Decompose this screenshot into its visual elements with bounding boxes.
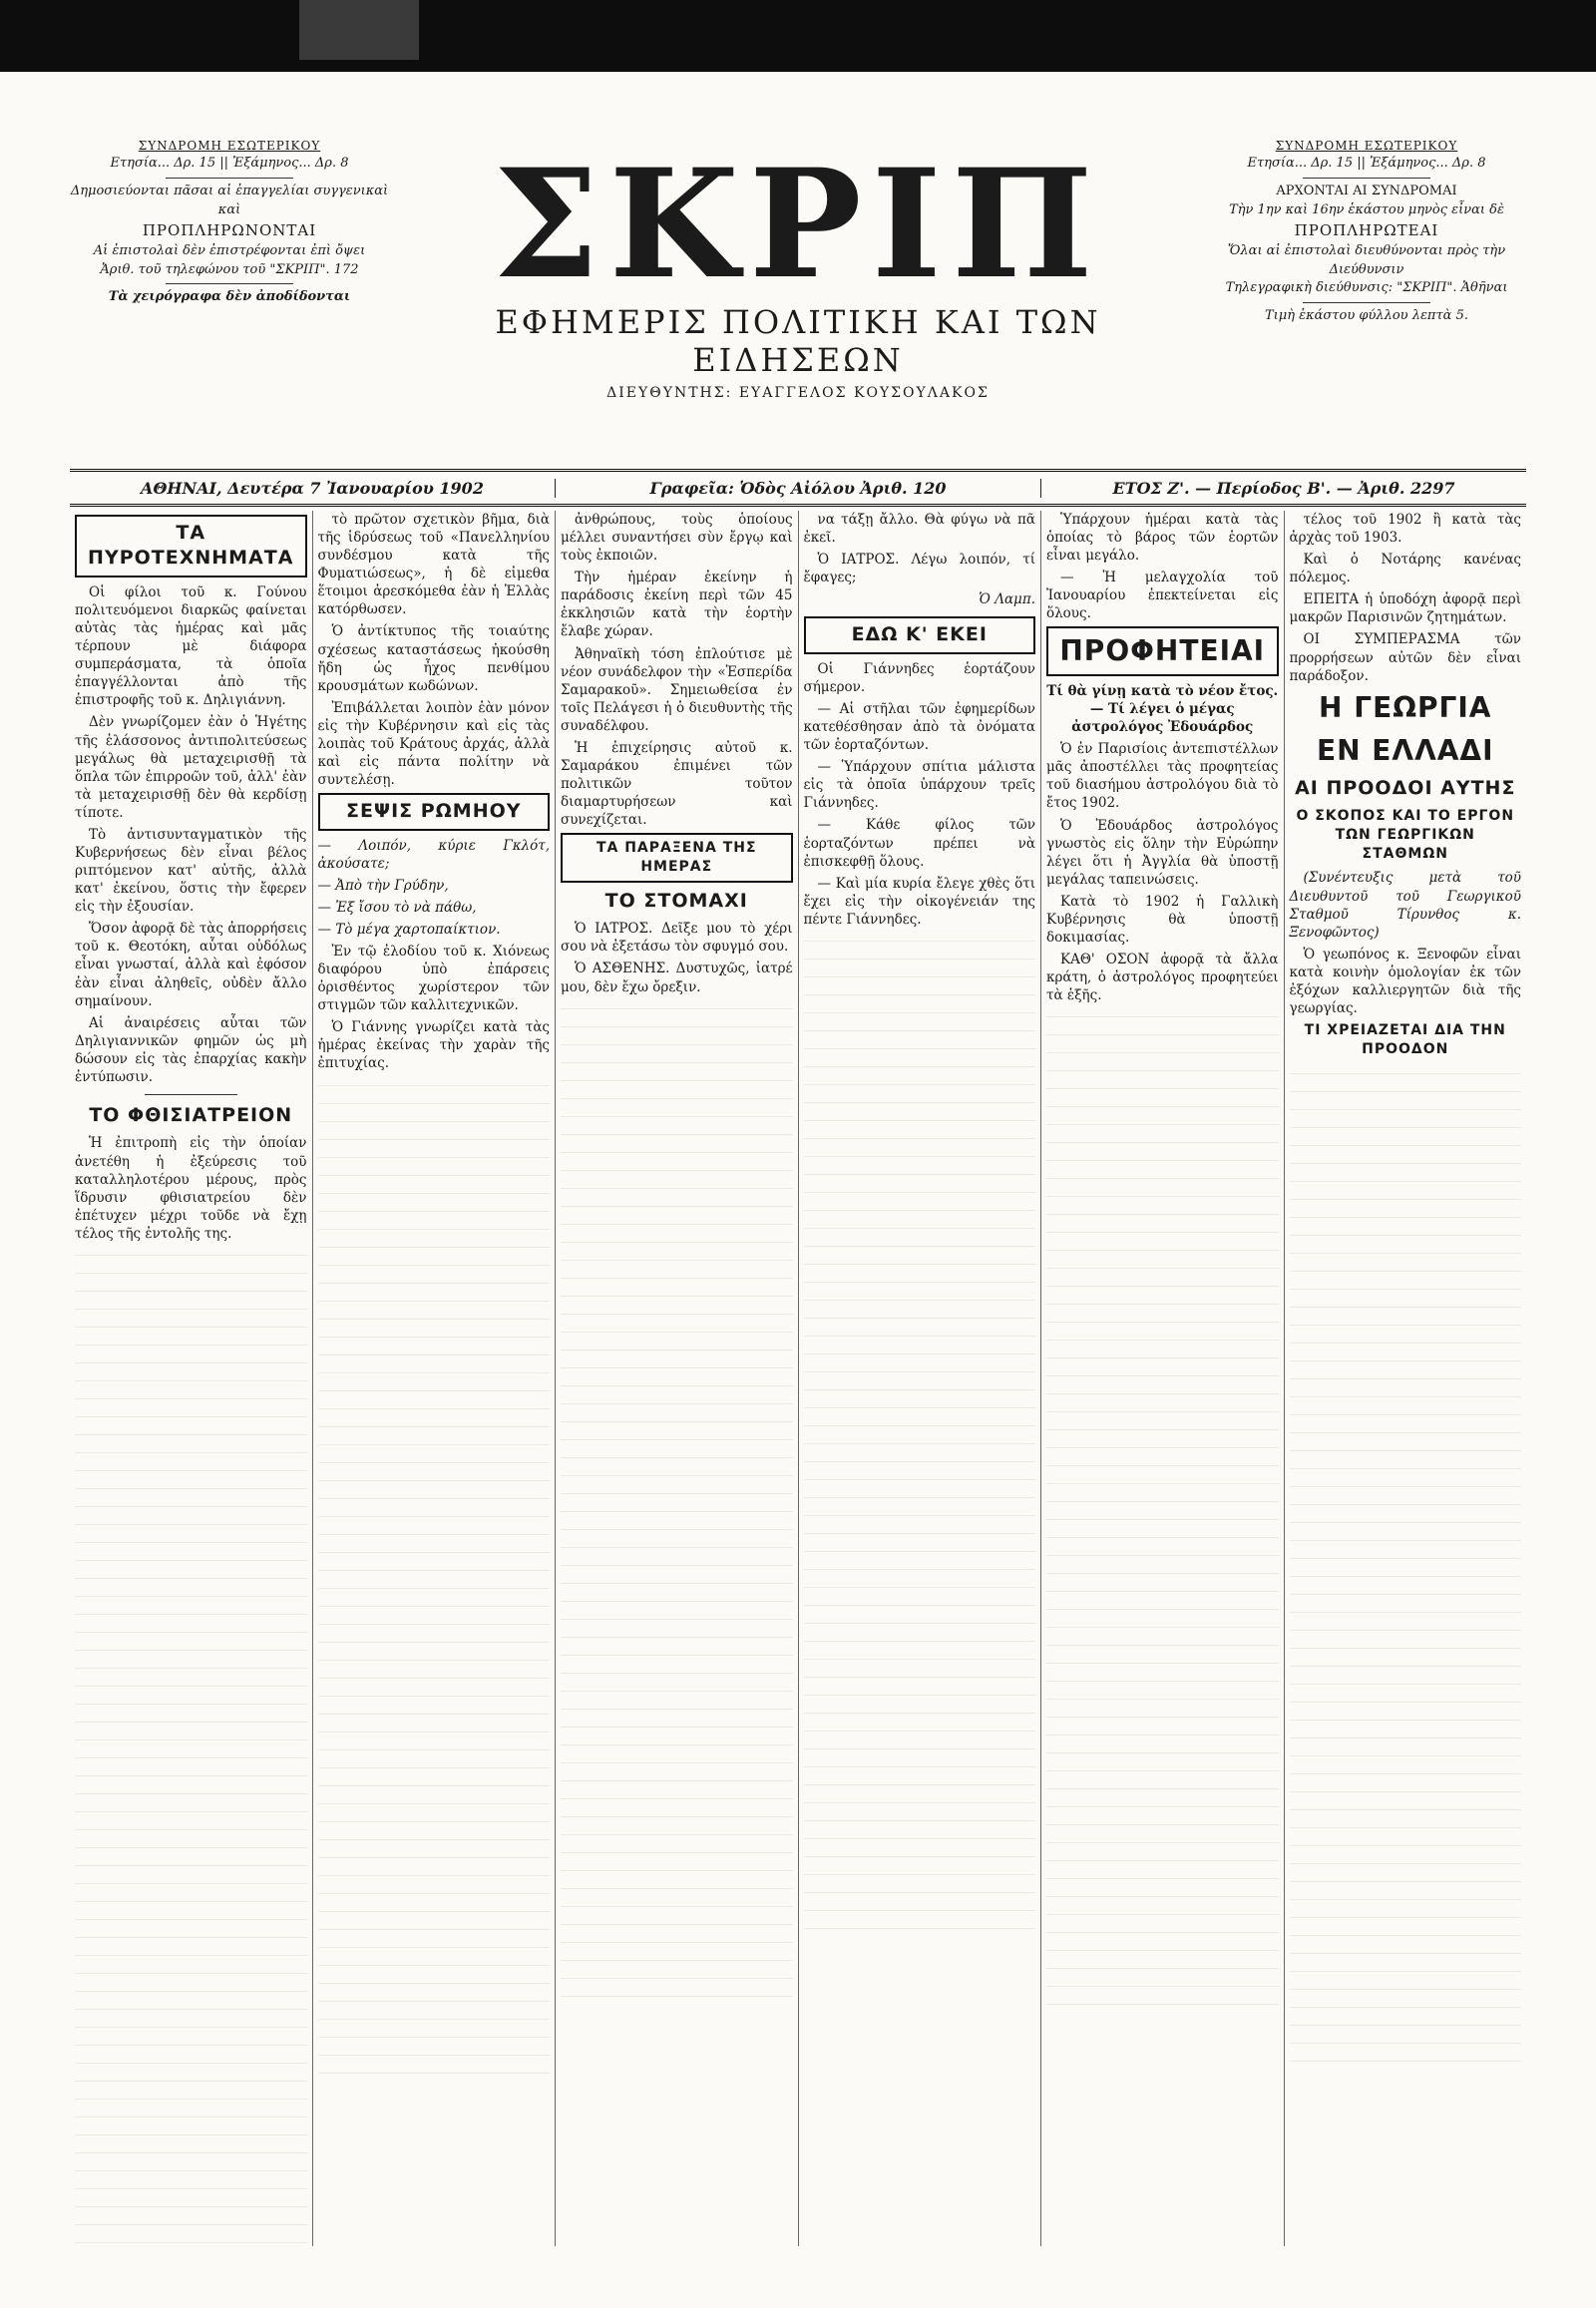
headline-prophecies: ΠΡΟΦΗΤΕΙΑΙ <box>1046 626 1279 676</box>
paragraph: Ὅσον ἀφορᾷ δὲ τὰς ἀπορρήσεις τοῦ κ. Θεοτόκη, αὗται οὐδόλως εἶναι γνωσταί, ἀλλὰ καὶ ἐφόσον ἐὰν εἶναι ἀληθεῖς, οὐδὲν ἄλλο σημαίνουν. <box>75 921 307 1009</box>
column-1 <box>70 511 313 2246</box>
office-address: Γραφεῖα: Ὁδὸς Αἰόλου Ἀριθ. 120 <box>555 479 1040 498</box>
paragraph: — Ὑπάρχουν σπίτια μάλιστα εἰς τὰ ὁποῖα ὑπάρχουν τρεῖς Γιάννηδες. <box>803 759 1035 812</box>
paragraph: Κατὰ τὸ 1902 ἡ Γαλλικὴ Κυβέρνησις θὰ ὑποστῇ δοκιμασίας. <box>1046 893 1279 946</box>
right-box-heading: ΣΥΝΔΡΟΜΗ ΕΣΩΤΕΡΙΚΟΥ <box>1275 139 1458 153</box>
paragraph: Ὁ ἐν Παρισίοις ἀντεπιστέλλων μᾶς ἀποστέλλει τὰς προφητείας τοῦ διασήμου ἀστρολόγου διὰ τὸ ἔτος 1902. <box>1046 741 1279 812</box>
paragraph: Ὁ ΙΑΤΡΟΣ. Δεῖξε μου τὸ χέρι σου νὰ ἐξετάσω τὸν σφυγμό σου. <box>561 921 793 956</box>
paragraph: Ἐν τῷ ἐλοδίου τοῦ κ. Χιόνεως διαφόρου ὑπὸ ἐπάρσεις ὁρισθέντος χωρίστερον τῶν στιγμῶν τῶν καλλιτεχνικῶν. <box>317 944 550 1014</box>
headline-progress: ΑΙ ΠΡΟΟΔΟΙ ΑΥΤΗΣ <box>1295 776 1516 799</box>
paragraph: — Ἡ μελαγχολία τοῦ Ἰανουαρίου ἐπεκτείνεται εἰς ὅλους. <box>1046 570 1279 622</box>
text-filler <box>1046 1008 1279 2006</box>
left-box-line: ΠΡΟΠΛΗΡΩΝΟΝΤΑΙ <box>142 220 317 239</box>
paragraph: Ἐπιβάλλεται λοιπὸν ἐὰν μόνον εἰς τὴν Κυβέρνησιν καὶ εἰς τὰς λοιπὰς τοῦ Κράτους ἀρχάς, ἀλλὰ καὶ εἰς πάντα πολίτην νὰ συντελέσῃ. <box>317 699 550 789</box>
headline-oddities: ΤΑ ΠΑΡΑΞΕΝΑ ΤΗΣ ΗΜΕΡΑΣ <box>561 833 793 883</box>
article-columns <box>70 511 1526 2246</box>
right-box-line: ΠΡΟΠΛΗΡΩΤΕΑΙ <box>1294 220 1439 239</box>
paragraph: — Κάθε φίλος τῶν ἑορταζόντων πρέπει νὰ ἐπισκεφθῇ ὅλους. <box>803 817 1035 870</box>
headline-agriculture: Η ΓΕΩΡΓΙΑ <box>1319 690 1492 724</box>
right-box-line: Τὴν 1ην καὶ 16ην ἑκάστου μηνὸς εἶναι δὲ <box>1229 202 1504 218</box>
column-6 <box>1285 511 1527 2246</box>
text-filler <box>318 1077 551 2075</box>
right-box-rate: Ετησία... Δρ. 15 || Ἐξάμηνος... Δρ. 8 <box>1247 156 1486 172</box>
signature: Ὁ Λαμπ. <box>979 591 1035 608</box>
place-date: ΑΘΗΝΑΙ, Δευτέρα 7 Ἰανουαρίου 1902 <box>141 478 484 498</box>
paragraph: Οἱ φίλοι τοῦ κ. Γούνου πολιτευόμενοι διαρκῶς φαίνεται αὐτὰς τὰς ἡμέρας καὶ μᾶς τέρπουν μὲ διάφορα συμπεράσματα, τὰ ὁποῖα ἐπαγγέλλονται ἀπὸ τῆς ἐπιστροφῆς τοῦ κ. Δηλιγιάννη. <box>75 583 307 709</box>
paragraph: Αἱ ἀναιρέσεις αὗται τῶν Δηλιγιαννικῶν φημῶν ὡς μὴ δώσουν εἰς τὰς ἐπαρχίας κακὴν ἐντύπωσιν. <box>75 1014 307 1085</box>
column-3 <box>556 511 799 2246</box>
left-box-line: Ἀριθ. τοῦ τηλεφώνου τοῦ "ΣΚΡΙΠ". 172 <box>100 261 359 277</box>
column-4 <box>799 511 1042 2246</box>
paragraph: Καὶ ὁ Νοτάρης κανένας πόλεμος. <box>1289 552 1521 586</box>
paragraph: Ὁ γεωπόνος κ. Ξενοφῶν εἶναι κατὰ κοινὴν ὁμολογίαν ἐκ τῶν ἐξόχων καλλιεργητῶν διὰ τῆς γεωργίας. <box>1289 946 1521 1016</box>
left-box-rate: Ετησία... Δρ. 15 || Ἐξάμηνος... Δρ. 8 <box>110 156 349 172</box>
headline-fireworks: ΤΑ ΠΥΡΟΤΕΧΝΗΜΑΤΑ <box>75 515 307 577</box>
text-filler <box>1290 1065 1522 2063</box>
column-2 <box>313 511 557 2246</box>
paragraph: Ὁ Γιάννης γνωρίζει κατὰ τὰς ἡμέρας ἐκείνας τὴν χαρὰν τῆς ἐπιτυχίας. <box>317 1019 550 1072</box>
paragraph: (Συνέντευξις μετὰ τοῦ Διευθυντοῦ τοῦ Γεωργικοῦ Σταθμοῦ Τίρυνθος κ. Ξενοφῶντος) <box>1289 870 1521 941</box>
newspaper-subtitle: ΕΦΗΜΕΡΙΣ ΠΟΛΙΤΙΚΗ ΚΑΙ ΤΩΝ ΕΙΔΗΣΕΩΝ <box>495 303 1101 379</box>
right-box-line: Ὅλαι αἱ ἐπιστολαὶ διευθύνονται πρὸς τὴν Διεύθυνσιν <box>1227 242 1506 277</box>
left-box-heading: ΣΥΝΔΡΟΜΗ ΕΣΩΤΕΡΙΚΟΥ <box>138 139 321 153</box>
text-filler <box>561 1000 793 1998</box>
paragraph: Ὁ Ἐδουάρδος ἀστρολόγος γνωστὸς εἰς ὅλην τὴν Εὐρώπην λέγει ὅτι ἡ Ἀγγλία θὰ ὑποστῇ μεγάλας ταπεινώσεις. <box>1046 817 1279 888</box>
right-box-line: Τηλεγραφικὴ διεύθυνσις: "ΣΚΡΙΠ". Ἀθῆναι <box>1225 280 1508 296</box>
paragraph: Ὑπάρχουν ἡμέραι κατὰ τὰς ὁποίας τὸ βάρος τῶν ἑορτῶν εἶναι μεγάλο. <box>1046 512 1279 565</box>
paragraph: Οἱ Γιάννηδες ἑορτάζουν σήμερον. <box>803 660 1035 695</box>
verse-line: — Τὸ μέγα χαρτοπαίκτιον. <box>317 921 501 938</box>
headline-sanatorium: ΤΟ ΦΘΙΣΙΑΤΡΕΙΟΝ <box>89 1104 293 1127</box>
paragraph: — Καὶ μία κυρία ἔλεγε χθὲς ὅτι ἔχει εἰς τὴν οἰκογένειάν της πέντε Γιάννηδες. <box>803 875 1035 928</box>
paragraph: ΚΑΘ' ΟΣΟΝ ἀφορᾷ τὰ ἄλλα κράτη, ὁ ἀστρολόγος προφητεύει τὰ ἑξῆς. <box>1046 952 1279 1004</box>
right-subscription-box <box>1207 138 1526 326</box>
left-box-line: Τὰ χειρόγραφα δὲν ἀποδίδονται <box>108 289 351 305</box>
text-filler <box>804 933 1036 1930</box>
paragraph: — Αἱ στῆλαι τῶν ἐφημερίδων κατεθέσθησαν ἀπὸ τὰ ὀνόματα τῶν ἑορταζόντων. <box>803 701 1035 754</box>
headline-here-there: ΕΔΩ Κ' ΕΚΕΙ <box>804 616 1036 653</box>
column-5 <box>1041 511 1285 2246</box>
subheadline: Τί θὰ γίνῃ κατὰ τὸ νέον ἔτος. — Τί λέγει ὁ μέγας ἀστρολόγος Ἐδουάρδος <box>1046 682 1279 736</box>
paragraph: τὸ πρῶτον σχετικὸν βῆμα, διὰ τῆς ἱδρύσεως τοῦ «Πανελληνίου συνδέσμου κατὰ τῆς Φυματιώσεως», ἡ δὲ εἰμεθα ἕτοιμοι ἀρεσκόμεθα ἐὰν ἡ Ἑλλὰς κατόρθωσεν. <box>317 512 550 618</box>
paragraph: Δὲν γνωρίζομεν ἐὰν ὁ Ἡγέτης τῆς ἐλάσσονος ἀντιπολιτεύσεως μεγάλως θὰ μεταχειρισθῇ τὰ ὅπλα τῶν ἐπιρροῶν τοῦ, ἀλλ' ἐὰν τὰ μεταχειρισθῇ δὲν θὰ κερδίσῃ τίποτε. <box>75 714 307 821</box>
left-box-line: Δημοσιεύονται πᾶσαι αἱ ἐπαγγελίαι συγγενικαὶ καὶ <box>70 184 389 218</box>
dateline-bar <box>70 469 1526 507</box>
headline-romios: ΣΕΨΙΣ ΡΩΜΗΟΥ <box>318 793 551 830</box>
black-top-band <box>0 0 1596 72</box>
left-box-line: Αἱ ἐπιστολαὶ δὲν ἐπιστρέφονται ἐπὶ ὄψει <box>93 242 366 258</box>
paragraph: Ὁ ΙΑΤΡΟΣ. Λέγω λοιπόν, τί ἔφαγες; <box>803 552 1035 586</box>
paragraph: τέλος τοῦ 1902 ἢ κατὰ τὰς ἀρχὰς τοῦ 1903. <box>1289 512 1521 547</box>
paragraph: Τὸ ἀντισυνταγματικὸν τῆς Κυβερνήσεως δὲν εἶναι βέλος ριπτόμενον κατ' αὐτῆς, ἀλλὰ κατ' ἐκείνου, ὅστις τὴν ἔφερεν εἰς τὴν ἐξουσίαν. <box>75 826 307 916</box>
masthead <box>70 138 1526 437</box>
paragraph: ΕΠΕΙΤΑ ἡ ὑποδόχη ἀφορᾷ περὶ μακρῶν Παρισινῶν ζητημάτων. <box>1289 591 1521 626</box>
newspaper-logo: ΣΚΡΙΠ <box>493 137 1103 312</box>
headline-stomach: ΤΟ ΣΤΟΜΑΧΙ <box>604 889 748 912</box>
paragraph: Ὁ ἀντίκτυπος τῆς τοιαύτης σχέσεως καταστάσεως ἠκούσθη ἤδη ὡς ἦχος πενθίμου κρουσμάτων κωδώνων. <box>317 623 550 694</box>
paragraph: Ὁ ΑΣΘΕΝΗΣ. Δυστυχῶς, ἰατρέ μου, δὲν ἔχω ὄρεξιν. <box>561 961 793 995</box>
left-subscription-box <box>70 138 389 307</box>
issue-number: ΕΤΟΣ Ζ'. — Περίοδος Β'. — Ἀριθ. 2297 <box>1040 479 1526 498</box>
paragraph: Ἡ ἐπιχείρησις αὐτοῦ κ. Σαμαράκου ἐπιμένει τῶν πολιτικῶν τοῦτον διαμαρτυρήσεων καὶ συνεχίζεται. <box>561 739 793 829</box>
editor-line: ΔΙΕΥΘΥΝΤΗΣ: ΕΥΑΓΓΕΛΟΣ ΚΟΥΣΟΥΛΑΚΟΣ <box>606 385 990 401</box>
verse-line: — Ἐξ ἴσου τὸ νὰ πάθω, <box>317 899 477 916</box>
text-filler <box>75 1247 307 2244</box>
headline-in-greece: ΕΝ ΕΛΛΑΔΙ <box>1316 734 1494 768</box>
paragraph: Τὴν ἡμέραν ἐκείνην ἡ παράδοσις ἐκείνη περὶ τῶν 45 ἐκκλησιῶν κατὰ τὴν ἑορτὴν ἔλαβε χώραν. <box>561 570 793 640</box>
headline-what-needed: ΤΙ ΧΡΕΙΑΖΕΤΑΙ ΔΙΑ ΤΗΝ ΠΡΟΟΔΟΝ <box>1304 1022 1506 1057</box>
paragraph: ΟΙ ΣΥΜΠΕΡΑΣΜΑ τῶν προρρήσεων αὐτῶν δὲν εἶναι παράδοξον. <box>1289 631 1521 684</box>
paragraph: Ἡ ἐπιτροπὴ εἰς τὴν ὁποίαν ἀνετέθη ἡ ἐξεύρεσις τοῦ καταλληλοτέρου μέρους, πρὸς ἵδρυσιν φθισιατρείου δὲν ἐπέτυχεν μέχρι τοῦδε νὰ ἔχῃ τέλος τῆς ἐντολῆς της. <box>75 1135 307 1242</box>
verse-line: — Ἀπὸ τὴν Γρύδην, <box>317 877 449 894</box>
verse-line: — Λοιπόν, κύριε Γκλότ, ἀκούσατε; <box>317 837 550 872</box>
paragraph: ἀνθρώπους, τοὺς ὁποίους μέλλει συναντήσει σὺν ἔργῳ καὶ τοὺς ἐκποιῶν. <box>561 512 793 565</box>
headline-purpose: Ο ΣΚΟΠΟΣ ΚΑΙ ΤΟ ΕΡΓΟΝ ΤΩΝ ΓΕΩΡΓΙΚΩΝ ΣΤΑΘΜΩΝ <box>1296 808 1515 862</box>
paragraph: να τάξῃ ἄλλο. Θὰ φύγω νὰ πᾶ ἐκεῖ. <box>803 512 1035 547</box>
right-box-line: Τιμὴ ἑκάστου φύλλου λεπτὰ 5. <box>1265 308 1468 324</box>
right-box-line: ΑΡΧΟΝΤΑΙ ΑΙ ΣΥΝΔΡΟΜΑΙ <box>1276 184 1457 199</box>
brand-block <box>429 137 1167 401</box>
paragraph: Ἀθηναϊκὴ τόση ἐπλούτισε μὲ νέον συνάδελφον τὴν «Ἑσπερίδα Σαμαρακοῦ». Σημειωθείσα ἐν τοῖς Πελάγεσι ἡ ὁ διευθυντὴς τῆς συναδέλφου. <box>561 645 793 734</box>
